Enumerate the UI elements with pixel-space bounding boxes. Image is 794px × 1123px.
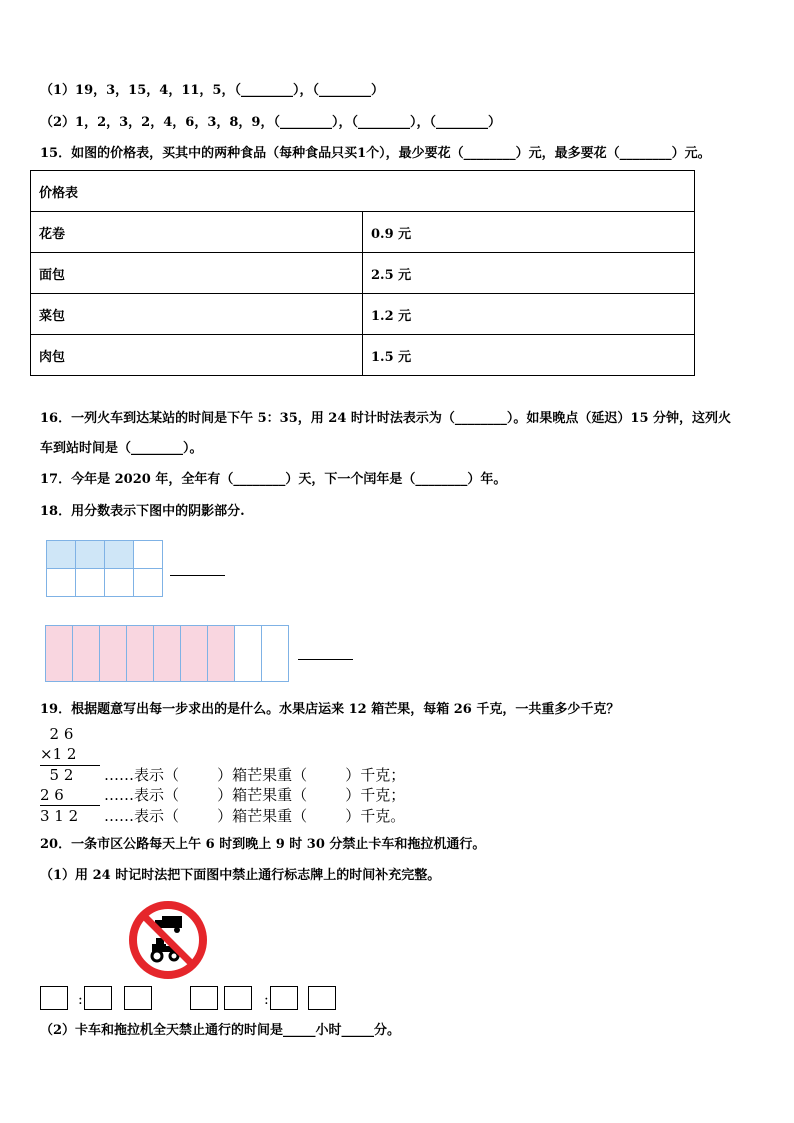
grid-cell: [134, 569, 163, 597]
grid-cell: [134, 541, 163, 569]
grid-cell: [76, 569, 105, 597]
colon-1: :: [78, 992, 83, 1008]
q14-line1: （1）19，3，15，4，11，5，（________），（________）: [40, 83, 384, 98]
mult-line-2: ×1 2: [40, 745, 77, 763]
time-box[interactable]: [84, 986, 112, 1010]
mult-line-3: 5 2: [40, 766, 74, 784]
colon-2: :: [264, 992, 269, 1008]
grid-cell: [46, 626, 73, 682]
grid-cell: [47, 569, 76, 597]
grid-cell: [100, 626, 127, 682]
time-box[interactable]: [270, 986, 298, 1010]
grid-cell: [47, 541, 76, 569]
answer-line-2: [298, 659, 353, 660]
table-row: [31, 253, 695, 294]
table-row: [31, 212, 695, 253]
time-box[interactable]: [190, 986, 218, 1010]
mult-line-1: 2 6: [40, 725, 74, 743]
q15-text: 15．如图的价格表，买其中的两种食品（每种食品只买1个），最少要花（________）元，最多要花（________）元。: [40, 146, 711, 161]
q19-text: 19．根据题意写出每一步求出的是什么。水果店运来 12 箱芒果，每箱 26 千克，一共重多少千克？: [40, 702, 620, 717]
q16-line2: 车到站时间是（________）。: [40, 441, 203, 456]
mult-desc-3: ……表示（ ）箱芒果重（ ）千克。: [104, 807, 406, 825]
grid-cell: [208, 626, 235, 682]
time-box[interactable]: [124, 986, 152, 1010]
grid-cell: [105, 569, 134, 597]
grid-cell: [127, 626, 154, 682]
item-cell: 面包: [31, 253, 363, 294]
mult-line-5: 3 1 2: [40, 807, 79, 825]
item-cell: 肉包: [31, 335, 363, 376]
price-cell: 1.2 元: [363, 294, 695, 335]
item-cell: 菜包: [31, 294, 363, 335]
q14-line2: （2）1，2，3，2，4，6，3，8，9，（________），（________），（________）: [40, 115, 501, 130]
price-table: [30, 170, 695, 376]
price-cell: 0.9 元: [363, 212, 695, 253]
item-cell: 花卷: [31, 212, 363, 253]
q18-text: 18．用分数表示下图中的阴影部分.: [40, 504, 245, 519]
fraction-grid-2: [45, 625, 289, 682]
fraction-grid-1: [46, 540, 163, 597]
table-row: [31, 335, 695, 376]
grid-cell: [154, 626, 181, 682]
mult-desc-2: ……表示（ ）箱芒果重（ ）千克；: [104, 786, 406, 804]
grid-cell: [235, 626, 262, 682]
q20-text: 20．一条市区公路每天上午 6 时到晚上 9 时 30 分禁止卡车和拖拉机通行。: [40, 837, 486, 852]
answer-line-1: [170, 575, 225, 576]
grid-cell: [181, 626, 208, 682]
time-box[interactable]: [308, 986, 336, 1010]
mult-desc-1: ……表示（ ）箱芒果重（ ）千克；: [104, 766, 406, 784]
grid-cell: [76, 541, 105, 569]
time-box[interactable]: [40, 986, 68, 1010]
q20-sub2: （2）卡车和拖拉机全天禁止通行的时间是_____小时_____分。: [40, 1023, 401, 1038]
price-table-title: 价格表: [31, 171, 695, 212]
price-cell: 2.5 元: [363, 253, 695, 294]
grid-cell: [105, 541, 134, 569]
mult-line-4: 2 6: [40, 786, 64, 804]
q16-line1: 16．一列火车到达某站的时间是下午 5：35，用 24 时计时法表示为（________）。如果晚点（延迟）15 分钟，这列火: [40, 411, 732, 426]
table-row: [31, 294, 695, 335]
time-box[interactable]: [224, 986, 252, 1010]
q20-sub1: （1）用 24 时记时法把下面图中禁止通行标志牌上的时间补充完整。: [40, 868, 441, 883]
price-cell: 1.5 元: [363, 335, 695, 376]
grid-cell: [262, 626, 289, 682]
q17-text: 17．今年是 2020 年，全年有（________）天，下一个闰年是（________）年。: [40, 472, 507, 487]
grid-cell: [73, 626, 100, 682]
no-truck-sign-icon: [128, 900, 208, 980]
